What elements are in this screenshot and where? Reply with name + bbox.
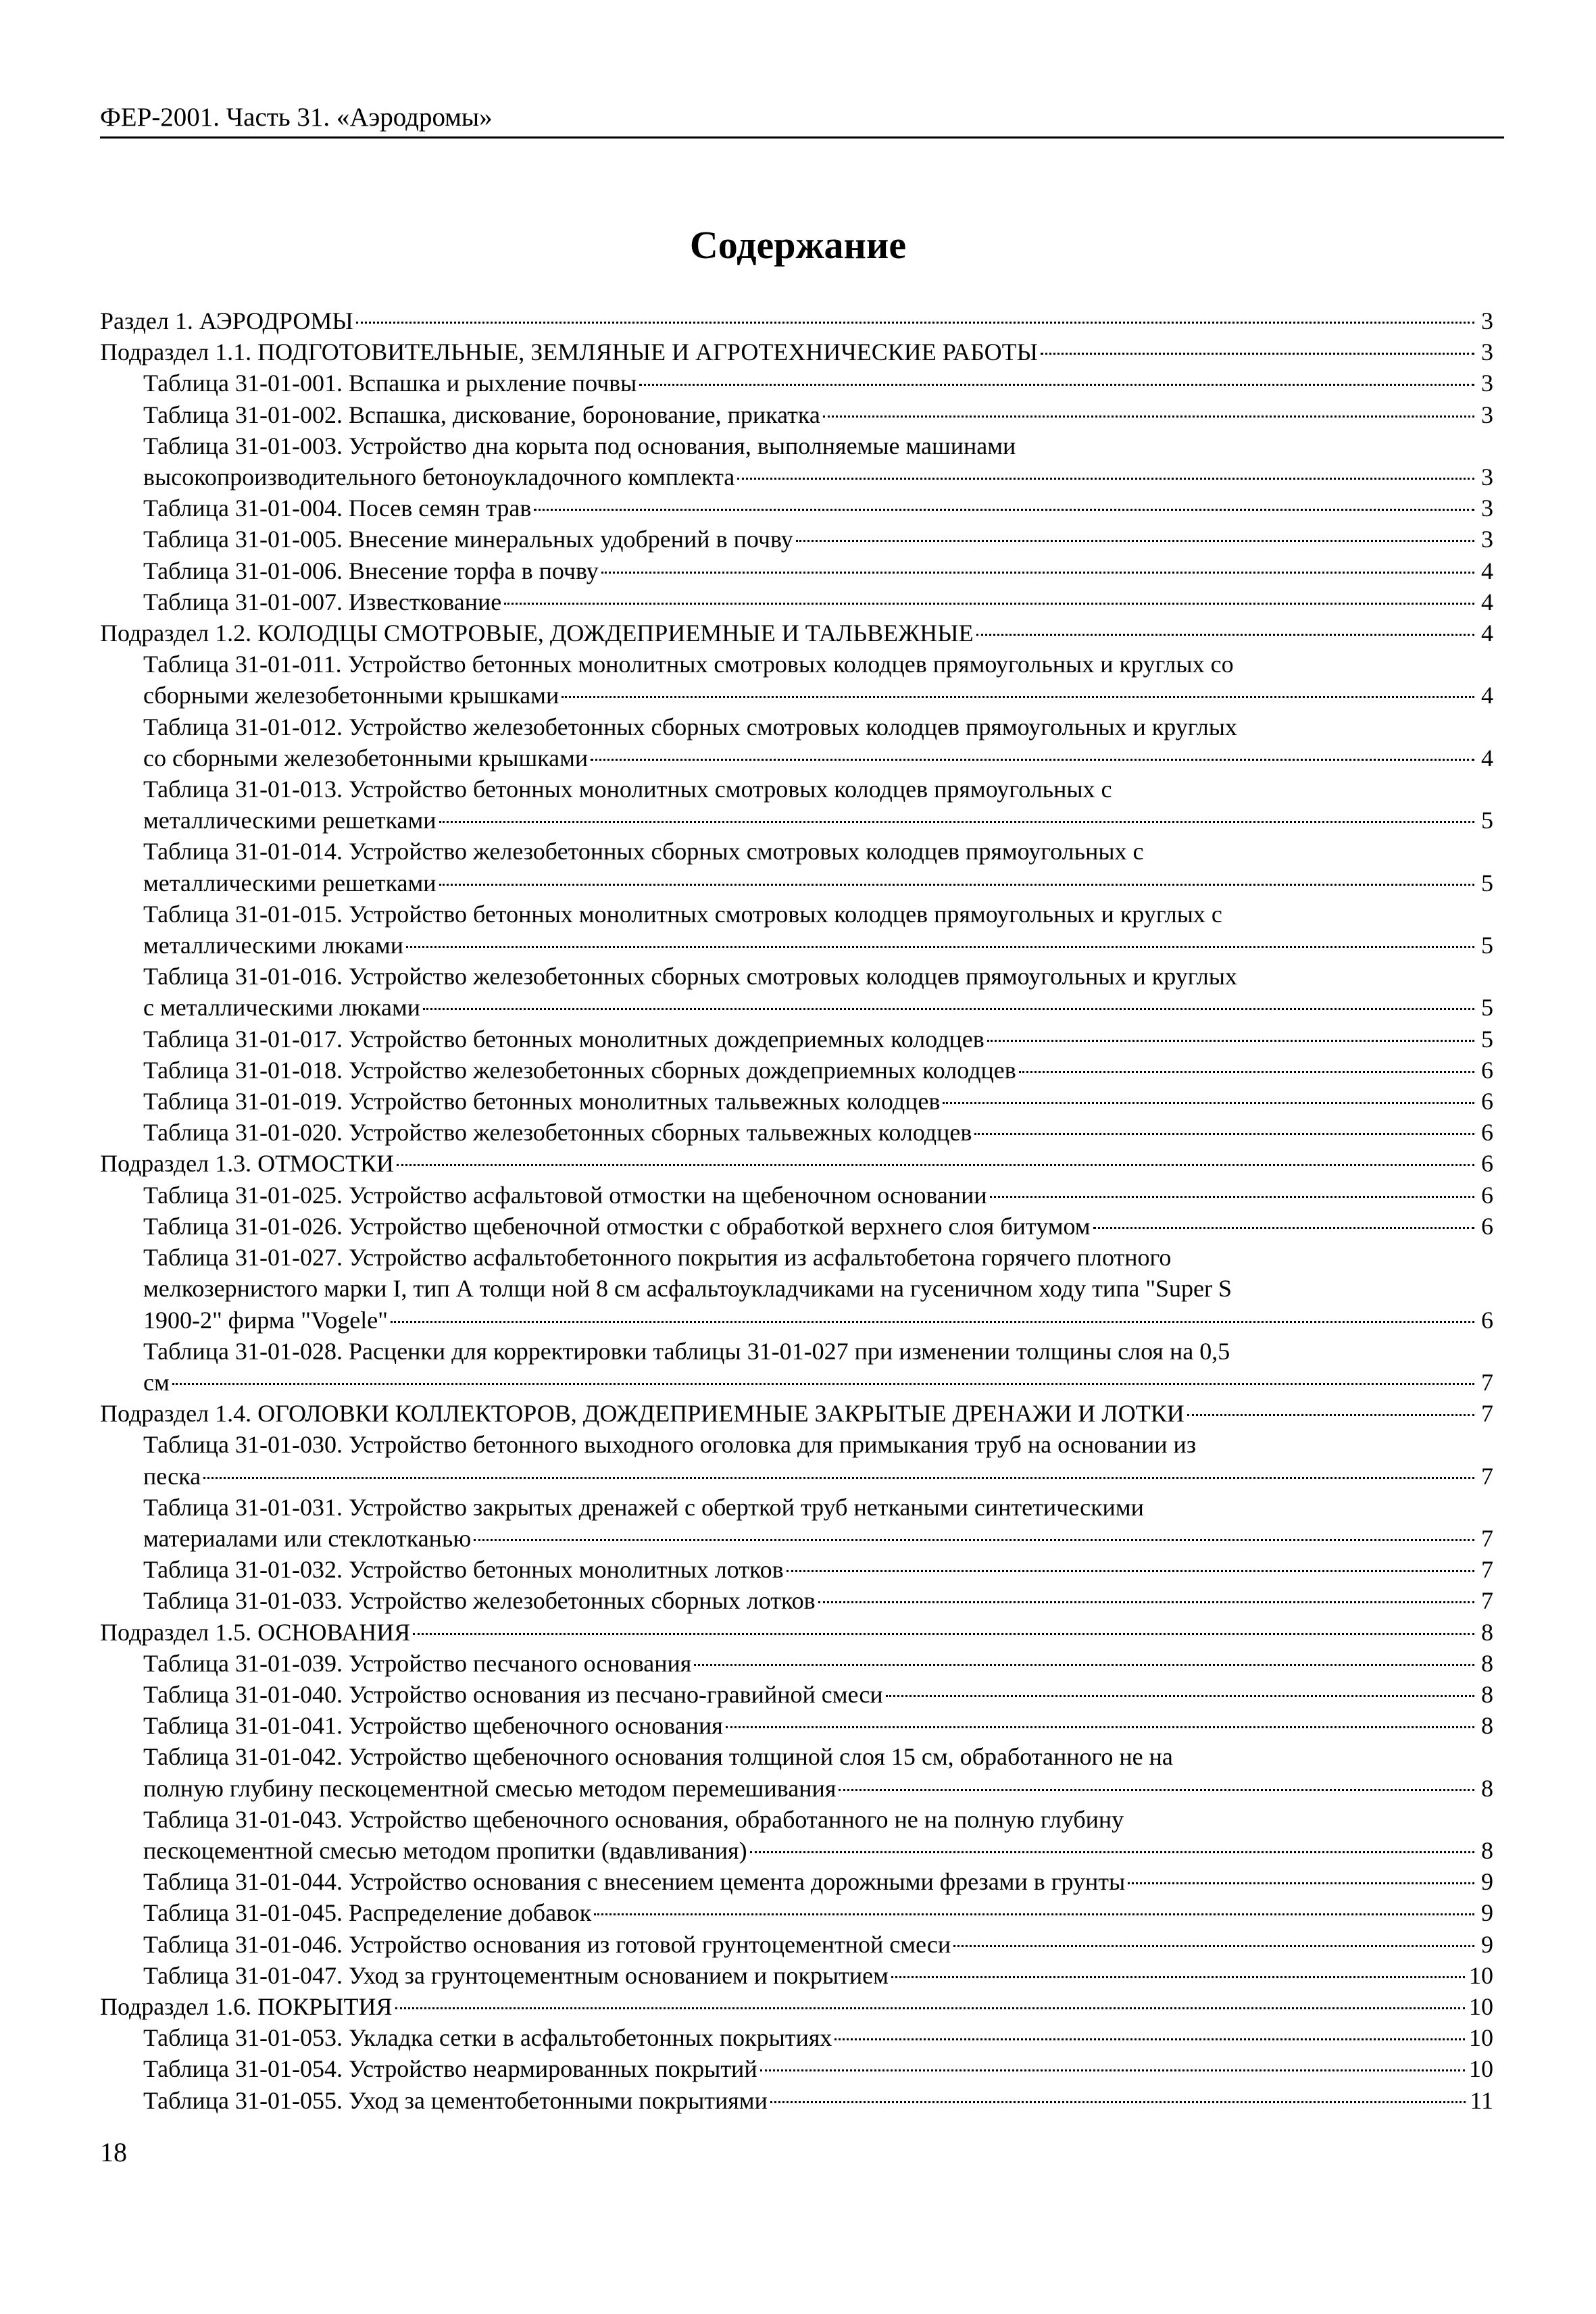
toc-table-entry[interactable] [100, 961, 1493, 1023]
toc-page-number: 7 [1481, 1587, 1493, 1615]
toc-entry-line [143, 1773, 1493, 1804]
toc-entry-line [100, 1991, 1493, 2022]
toc-entry-line [100, 1617, 1493, 1648]
toc-page-number: 6 [1481, 1150, 1493, 1178]
toc-table-entry[interactable] [100, 2022, 1493, 2053]
toc-page-number: 4 [1481, 557, 1493, 584]
dot-leader [839, 1789, 1474, 1791]
toc-table-entry[interactable] [100, 1117, 1493, 1148]
running-header-text: ФЕР-2001. Часть 31. «Аэродромы» [100, 103, 493, 132]
toc-entry-line [143, 743, 1493, 774]
toc-entry-line [143, 493, 1493, 524]
toc-table-entry[interactable] [100, 368, 1493, 399]
toc-table-entry[interactable] [100, 1336, 1493, 1398]
dot-leader [886, 1695, 1474, 1697]
toc-table-entry[interactable] [100, 399, 1493, 430]
dot-leader [787, 1570, 1474, 1572]
toc-table-entry[interactable] [100, 1679, 1493, 1710]
dot-leader [439, 884, 1474, 886]
toc-entry-line [143, 1461, 1493, 1492]
toc-table-entry[interactable] [100, 1086, 1493, 1117]
toc-section-entry[interactable] [100, 336, 1493, 368]
toc-entry-line [143, 1117, 1493, 1148]
toc-table-entry[interactable] [100, 1211, 1493, 1242]
toc-entry-line [143, 555, 1493, 586]
toc-page-number: 6 [1481, 1306, 1493, 1334]
toc-page-number: 3 [1481, 370, 1493, 397]
toc-page-number: 3 [1481, 338, 1493, 366]
toc-entry-line [143, 2085, 1493, 2116]
toc-entry-text: полную глубину пескоцементной смесью методом перемешивания [143, 1774, 837, 1802]
toc-entry-text: Таблица 31-01-001. Вспашка и рыхление почвы [143, 370, 637, 397]
toc-page-number: 10 [1469, 1992, 1493, 2020]
running-header [100, 101, 1504, 139]
dot-leader [439, 821, 1474, 823]
toc-page-number: 5 [1481, 932, 1493, 959]
toc-entry-line [143, 1086, 1493, 1117]
dot-leader [990, 1196, 1474, 1198]
dot-leader [356, 322, 1474, 324]
toc-page-number: 5 [1481, 807, 1493, 834]
toc-table-entry[interactable] [100, 524, 1493, 555]
dot-leader [423, 1008, 1474, 1010]
dot-leader [203, 1477, 1474, 1479]
toc-entry-text: Подраздел 1.4. ОГОЛОВКИ КОЛЛЕКТОРОВ, ДОЖДЕПРИЕМНЫЕ ЗАКРЫТЫЕ ДРЕНАЖИ И ЛОТКИ [100, 1400, 1184, 1428]
toc-table-entry[interactable] [100, 1804, 1493, 1866]
toc-entry-line [143, 867, 1493, 899]
toc-entry-line [143, 1866, 1493, 1897]
toc-page-number: 6 [1481, 1119, 1493, 1147]
toc-table-entry[interactable] [100, 1866, 1493, 1897]
toc-entry-line [143, 1835, 1493, 1866]
toc-page-number: 8 [1481, 1649, 1493, 1677]
toc-table-entry[interactable] [100, 1055, 1493, 1086]
toc-entry-text: Таблица 31-01-007. Известкование [143, 588, 502, 615]
toc-entry-line [143, 1367, 1493, 1398]
toc-page-number: 8 [1481, 1836, 1493, 1864]
toc-entry-text: Таблица 31-01-006. Внесение торфа в почву [143, 557, 599, 584]
toc-page-number: 8 [1481, 1712, 1493, 1740]
toc-table-entry[interactable] [100, 1429, 1493, 1491]
toc-table-entry[interactable] [100, 1024, 1493, 1055]
toc-entry-line [143, 1305, 1493, 1336]
toc-page-number: 7 [1481, 1556, 1493, 1584]
toc-page-number: 3 [1481, 401, 1493, 428]
dot-leader [504, 603, 1474, 605]
toc-entry-text: Таблица 31-01-041. Устройство щебеночного основания [143, 1712, 723, 1740]
toc-table-entry[interactable] [100, 1492, 1493, 1554]
dot-leader [987, 1040, 1474, 1042]
toc-entry-line [143, 1960, 1493, 1991]
toc-section-entry[interactable] [100, 1148, 1493, 1179]
toc-entry-text: Таблица 31-01-013. Устройство бетонных монолитных смотровых колодцев прямоугольных с [143, 776, 1112, 803]
toc-page-number: 4 [1481, 588, 1493, 615]
toc-entry-text: Таблица 31-01-033. Устройство железобетонных сборных лотков [143, 1587, 816, 1615]
toc-entry-text: Таблица 31-01-047. Уход за грунтоцементным основанием и покрытием [143, 1961, 889, 1989]
toc-entry-line [100, 1148, 1493, 1179]
toc-table-entry[interactable] [100, 1710, 1493, 1741]
toc-page-number: 5 [1481, 869, 1493, 897]
dot-leader [796, 540, 1474, 542]
dot-leader [834, 2038, 1465, 2040]
toc-entry-text: Таблица 31-01-043. Устройство щебеночного основания, обработанного не на полную глубину [143, 1805, 1124, 1833]
toc-entry-text: Таблица 31-01-016. Устройство железобетонных сборных смотровых колодцев прямоугольных и круглых [143, 963, 1237, 990]
toc-entry-text: Таблица 31-01-042. Устройство щебеночного основания толщиной слоя 15 см, обработанного не на [143, 1743, 1173, 1771]
toc-entry-text: Таблица 31-01-054. Устройство неармированных покрытий [143, 2055, 757, 2083]
toc-page-number: 8 [1481, 1680, 1493, 1708]
toc-page-number: 3 [1481, 526, 1493, 553]
toc-entry-text: металлическими люками [143, 932, 404, 959]
toc-page-number: 6 [1481, 1088, 1493, 1115]
toc-table-entry[interactable] [100, 586, 1493, 618]
toc-entry-text: Таблица 31-01-015. Устройство бетонных монолитных смотровых колодцев прямоугольных и круглых с [143, 900, 1222, 928]
toc-entry-line [143, 1648, 1493, 1679]
toc-entry-text: см [143, 1368, 170, 1396]
toc-entry-line [143, 1180, 1493, 1211]
toc-page-number: 8 [1481, 1618, 1493, 1646]
dot-leader [172, 1383, 1474, 1385]
toc-entry-text: Подраздел 1.1. ПОДГОТОВИТЕЛЬНЫЕ, ЗЕМЛЯНЫЕ И АГРОТЕХНИЧЕСКИЕ РАБОТЫ [100, 338, 1038, 366]
toc-entry-text: Таблица 31-01-028. Расценки для корректировки таблицы 31-01-027 при изменении толщины слоя на 0,5 [143, 1337, 1230, 1365]
toc-table-entry[interactable] [100, 711, 1493, 774]
dot-leader [406, 946, 1474, 948]
toc-page-number: 3 [1481, 495, 1493, 522]
toc-table-entry[interactable] [100, 1585, 1493, 1616]
dot-leader [760, 2069, 1465, 2071]
toc-table-entry[interactable] [100, 836, 1493, 898]
table-of-contents [100, 305, 1493, 2116]
toc-section-entry[interactable] [100, 1991, 1493, 2022]
page-number: 18 [100, 2137, 127, 2167]
toc-entry-line [143, 1024, 1493, 1055]
toc-entry-text: сборными железобетонными крышками [143, 682, 559, 709]
toc-entry-line [143, 586, 1493, 618]
toc-entry-text: пескоцементной смесью методом пропитки (вдавливания) [143, 1836, 747, 1864]
toc-table-entry[interactable] [100, 649, 1493, 711]
toc-entry-text: песка [143, 1462, 201, 1490]
toc-page-number: 10 [1469, 1961, 1493, 1989]
toc-page-number: 6 [1481, 1056, 1493, 1084]
toc-entry-text: Таблица 31-01-003. Устройство дна корыта под основания, выполняемые машинами [143, 432, 1016, 459]
toc-entry-text: Таблица 31-01-004. Посев семян трав [143, 495, 532, 522]
toc-page-number: 6 [1481, 1212, 1493, 1240]
toc-table-entry[interactable] [100, 1741, 1493, 1803]
dot-leader [953, 1945, 1474, 1947]
toc-section-entry[interactable] [100, 1398, 1493, 1429]
toc-entry-text: Таблица 31-01-031. Устройство закрытых дренажей с оберткой труб неткаными синтетическими [143, 1493, 1144, 1521]
toc-page-number: 10 [1469, 2055, 1493, 2083]
dot-leader [1041, 353, 1474, 355]
toc-page-number: 7 [1481, 1368, 1493, 1396]
toc-table-entry[interactable] [100, 1648, 1493, 1679]
toc-entry-text: Таблица 31-01-020. Устройство железобетонных сборных тальвежных колодцев [143, 1119, 972, 1147]
dot-leader [818, 1601, 1474, 1603]
toc-entry-text: металлическими решетками [143, 869, 437, 897]
toc-entry-text: Таблица 31-01-044. Устройство основания с внесением цемента дорожными фрезами в грунты [143, 1868, 1126, 1896]
toc-table-entry[interactable] [100, 774, 1493, 836]
toc-table-entry[interactable] [100, 430, 1493, 493]
toc-entry-line [143, 1929, 1493, 1960]
toc-page-number: 5 [1481, 994, 1493, 1022]
toc-page-number: 4 [1481, 744, 1493, 772]
toc-page-number: 10 [1469, 2024, 1493, 2052]
toc-table-entry[interactable] [100, 899, 1493, 961]
toc-page-number: 4 [1481, 620, 1493, 647]
toc-entry-text: Таблица 31-01-026. Устройство щебеночной отмостки с обработкой верхнего слоя битумом [143, 1212, 1091, 1240]
toc-entry-line [143, 2022, 1493, 2053]
toc-section-entry[interactable] [100, 618, 1493, 649]
toc-entry-text: со сборными железобетонными крышками [143, 744, 589, 772]
dot-leader [770, 2101, 1466, 2103]
toc-entry-text: Таблица 31-01-025. Устройство асфальтовой отмостки на щебеночном основании [143, 1181, 987, 1209]
toc-page-number: 7 [1481, 1462, 1493, 1490]
dot-leader [534, 509, 1474, 511]
toc-entry-text: Подраздел 1.3. ОТМОСТКИ [100, 1150, 395, 1178]
toc-table-entry[interactable] [100, 555, 1493, 586]
dot-leader [1187, 1414, 1474, 1416]
toc-page-number: 4 [1481, 682, 1493, 709]
toc-entry-text: Таблица 31-01-014. Устройство железобетонных сборных смотровых колодцев прямоугольных с [143, 838, 1144, 865]
toc-entry-text: Таблица 31-01-027. Устройство асфальтобетонного покрытия из асфальтобетона горячего плотного [143, 1244, 1172, 1272]
toc-entry-text: Таблица 31-01-011. Устройство бетонных монолитных смотровых колодцев прямоугольных и круглых со [143, 651, 1234, 678]
toc-page-number: 6 [1481, 1181, 1493, 1209]
toc-entry-text: Таблица 31-01-030. Устройство бетонного выходного оголовка для примыкания труб на основании из [143, 1431, 1197, 1459]
toc-entry-line [100, 618, 1493, 649]
toc-entry-line [143, 1897, 1493, 1928]
toc-table-entry[interactable] [100, 1897, 1493, 1928]
toc-entry-text: Раздел 1. АЭРОДРОМЫ [100, 307, 353, 334]
page-title: Содержание [689, 223, 907, 267]
toc-entry-text: Таблица 31-01-012. Устройство железобетонных сборных смотровых колодцев прямоугольных и круглых [143, 713, 1237, 740]
toc-entry-line [143, 1585, 1493, 1616]
toc-entry-text: металлическими решетками [143, 807, 437, 834]
dot-leader [694, 1664, 1474, 1666]
toc-page-number: 9 [1481, 1899, 1493, 1927]
toc-page-number: 8 [1481, 1774, 1493, 1802]
toc-entry-text: Таблица 31-01-005. Внесение минеральных удобрений в почву [143, 526, 793, 553]
dot-leader [943, 1102, 1474, 1104]
dot-leader [1019, 1071, 1474, 1073]
toc-entry-text: Таблица 31-01-045. Распределение добавок [143, 1899, 592, 1927]
toc-entry-text: Таблица 31-01-002. Вспашка, дискование, боронование, прикатка [143, 401, 820, 428]
toc-entry-text: Таблица 31-01-032. Устройство бетонных монолитных лотков [143, 1556, 784, 1584]
dot-leader [737, 478, 1474, 480]
toc-entry-text: Подраздел 1.2. КОЛОДЦЫ СМОТРОВЫЕ, ДОЖДЕПРИЕМНЫЕ И ТАЛЬВЕЖНЫЕ [100, 620, 974, 647]
toc-page-number: 7 [1481, 1524, 1493, 1552]
dot-leader [750, 1851, 1474, 1853]
toc-table-entry[interactable] [100, 1242, 1493, 1336]
dot-leader [601, 572, 1474, 574]
toc-table-entry[interactable] [100, 1929, 1493, 1960]
dot-leader [397, 1164, 1474, 1166]
toc-entry-line [143, 1211, 1493, 1242]
toc-entry-text: Таблица 31-01-040. Устройство основания из песчано-гравийной смеси [143, 1680, 883, 1708]
toc-entry-text: Таблица 31-01-055. Уход за цементобетонными покрытиями [143, 2086, 768, 2114]
toc-entry-text: мелкозернистого марки I, тип А толщи ной 8 см асфальтоукладчиками на гусеничном ходу типа "Super S [143, 1275, 1232, 1303]
toc-table-entry[interactable] [100, 1554, 1493, 1585]
dot-leader [591, 759, 1474, 761]
toc-entry-line [143, 930, 1493, 961]
dot-leader [474, 1539, 1474, 1541]
dot-leader [594, 1913, 1474, 1915]
toc-page-number: 3 [1481, 463, 1493, 491]
toc-page-number: 3 [1481, 307, 1493, 334]
toc-section-entry[interactable] [100, 1617, 1493, 1648]
dot-leader [395, 2007, 1465, 2009]
toc-entry-line [100, 305, 1493, 336]
toc-entry-line [143, 1710, 1493, 1741]
toc-table-entry[interactable] [100, 2053, 1493, 2084]
toc-entry-text: с металлическими люками [143, 994, 420, 1022]
toc-page-number: 9 [1481, 1930, 1493, 1958]
toc-entry-line [143, 461, 1493, 493]
toc-table-entry[interactable] [100, 2085, 1493, 2116]
toc-entry-text: материалами или стеклотканью [143, 1524, 472, 1552]
toc-entry-text: Таблица 31-01-017. Устройство бетонных монолитных дождеприемных колодцев [143, 1025, 984, 1053]
toc-page-number: 11 [1470, 2086, 1493, 2114]
toc-entry-line [143, 524, 1493, 555]
toc-entry-text: Таблица 31-01-039. Устройство песчаного основания [143, 1649, 692, 1677]
toc-section-entry[interactable] [100, 305, 1493, 336]
toc-entry-text: Подраздел 1.5. ОСНОВАНИЯ [100, 1618, 411, 1646]
toc-page-number: 9 [1481, 1868, 1493, 1896]
toc-entry-line [143, 1055, 1493, 1086]
toc-entry-text: высокопроизводительного бетоноукладочного комплекта [143, 463, 735, 491]
toc-entry-line [143, 399, 1493, 430]
toc-entry-text: Таблица 31-01-018. Устройство железобетонных сборных дождеприемных колодцев [143, 1056, 1016, 1084]
dot-leader [823, 416, 1474, 418]
toc-entry-line [100, 1398, 1493, 1429]
toc-entry-text: Таблица 31-01-019. Устройство бетонных монолитных тальвежных колодцев [143, 1088, 941, 1115]
toc-entry-line [143, 1523, 1493, 1554]
dot-leader [726, 1726, 1474, 1728]
dot-leader [976, 634, 1474, 636]
dot-leader [974, 1133, 1474, 1135]
dot-leader [391, 1321, 1474, 1323]
toc-table-entry[interactable] [100, 1180, 1493, 1211]
toc-entry-line [143, 1554, 1493, 1585]
dot-leader [1128, 1882, 1474, 1884]
toc-entry-text: 1900-2" фирма "Vogele" [143, 1306, 388, 1334]
toc-table-entry[interactable] [100, 493, 1493, 524]
toc-entry-text: Подраздел 1.6. ПОКРЫТИЯ [100, 1992, 393, 2020]
toc-table-entry[interactable] [100, 1960, 1493, 1991]
toc-entry-line [143, 680, 1493, 711]
toc-entry-line [143, 2053, 1493, 2084]
toc-entry-text: Таблица 31-01-046. Устройство основания из готовой грунтоцементной смеси [143, 1930, 951, 1958]
toc-entry-line [143, 368, 1493, 399]
toc-entry-line [143, 805, 1493, 836]
toc-page-number: 7 [1481, 1400, 1493, 1428]
dot-leader [639, 384, 1474, 386]
toc-entry-line [100, 336, 1493, 368]
dot-leader [562, 696, 1474, 698]
toc-page-number: 5 [1481, 1025, 1493, 1053]
dot-leader [413, 1633, 1474, 1635]
toc-entry-line [143, 1679, 1493, 1710]
dot-leader [891, 1976, 1465, 1978]
toc-entry-text: Таблица 31-01-053. Укладка сетки в асфальтобетонных покрытиях [143, 2024, 832, 2052]
toc-entry-line [143, 992, 1493, 1023]
dot-leader [1093, 1227, 1474, 1229]
